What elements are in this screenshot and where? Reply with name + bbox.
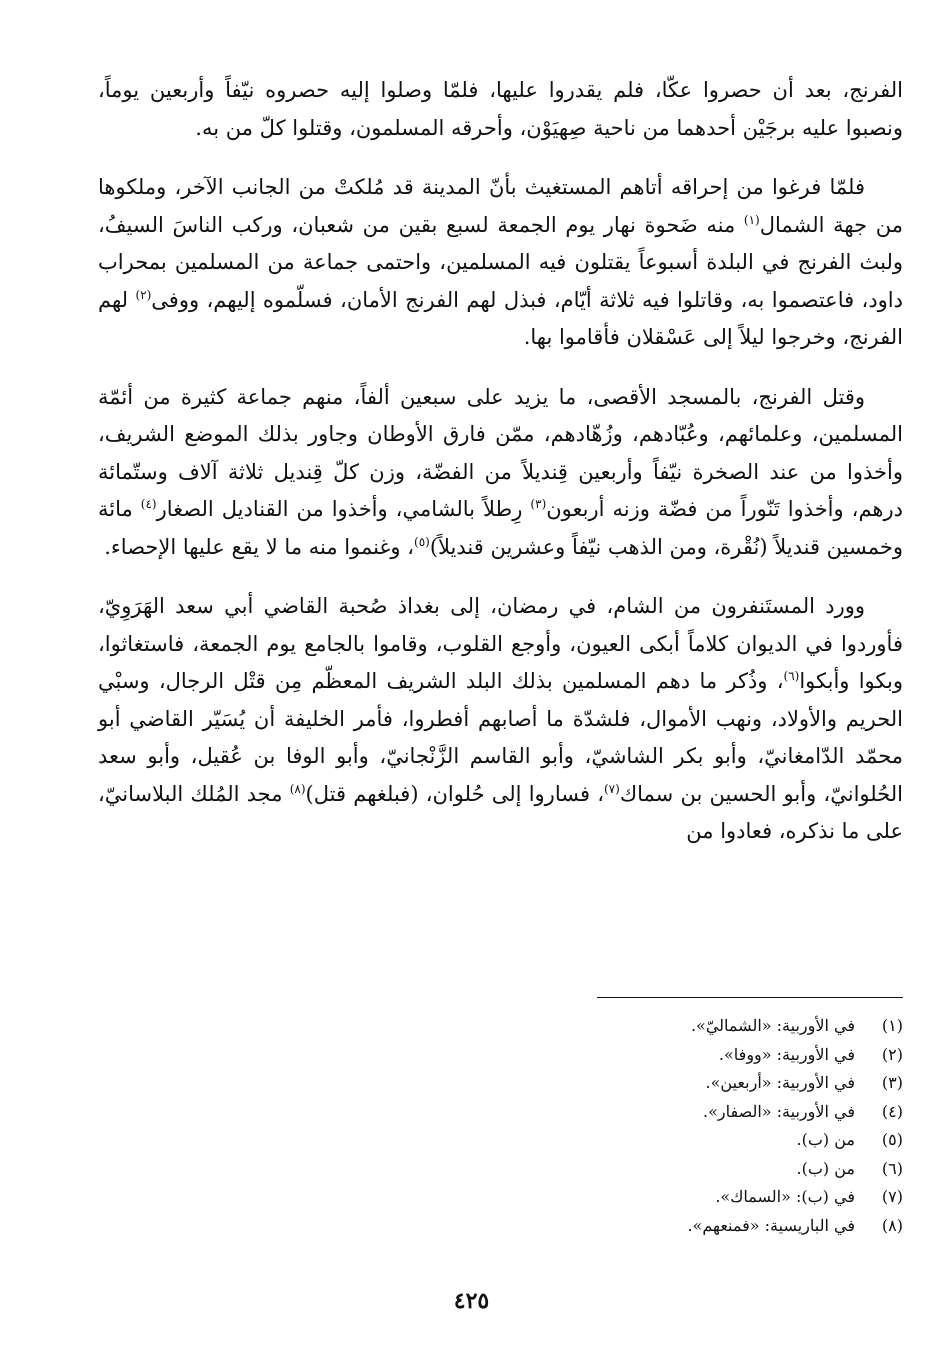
- footnote-number: (٧): [881, 1187, 903, 1206]
- paragraph-text: منه ضَحوة نهار يوم الجمعة لسبع بقين من شعبان، وركب الناسَ السيفُ، ولبث الفرنج في البلدة أسبوعاً يقتلون فيه المسلمين، واحتمى جماعة من المسلمين بمحراب داود، فاعتصموا به، وقاتلوا فيه ثلاثة أيّام، فبذل لهم الفرنج الأمان، فسلّموه إليهم، ووفى: [98, 212, 903, 312]
- paragraph-text: ، وذُكر ما دهم المسلمين بذلك البلد الشريف المعظّم مِن قتْل الرجال، وسبْي الحريم والأولاد، ونهب الأموال، فلشدّة ما أصابهم أفطروا، فأمر الخليفة أن يُسَيّر القاضي أبو محمّد الدّامغانيّ، وأبو بكر الشاشيّ، وأبو القاسم الزَّنْجانيّ، وأبو الوفا بن عُقيل، وأبو سعد الحُلوانيّ، وأبو الحسين بن سماك: [98, 669, 903, 806]
- footnote-number: (٥): [881, 1130, 903, 1149]
- footnote-divider: [597, 997, 903, 998]
- footnotes-list: [403, 1012, 903, 1240]
- paragraph-4: [98, 588, 903, 851]
- footnote-ref: (٣): [530, 497, 547, 511]
- paragraph-2: [98, 169, 903, 357]
- footnote-item: [403, 1183, 903, 1212]
- footnote-number: (٤): [881, 1101, 903, 1121]
- footnote-text: في الباريسية: «فمنعهم».: [687, 1215, 855, 1235]
- footnote-number: (٢): [881, 1044, 903, 1064]
- footnote-text: في (ب): «السماك».: [715, 1187, 855, 1206]
- paragraph-text: وورد المستَنفرون من الشام، في رمضان، إلى بغداذ صُحبة القاضي أبي سعد الهَرَوِيّ، فأوردوا في الديوان كلاماً أبكى العيون، وأوجع القلوب، وقاموا بالجامع يوم الجمعة، فاستغاثوا، وبكوا وأبكوا: [98, 594, 903, 693]
- footnote-item: [403, 1155, 903, 1184]
- paragraph-text: مائة وخمسين قنديلاً (نُقْرة، ومن الذهب نيّفاً وعشرين قنديلاً): [98, 497, 903, 559]
- paragraph-1: [98, 72, 903, 147]
- paragraph-text: لهم الفرنج، وخرجوا ليلاً إلى عَسْقلان فأقاموا بها.: [98, 287, 903, 349]
- paragraph-text: فلمّا فرغوا من إحراقه أتاهم المستغيث بأنّ المدينة قد مُلكتْ من الجانب الآخر، وملكوها من جهة الشمال: [98, 175, 903, 237]
- footnote-ref: (٢): [135, 287, 152, 302]
- footnote-ref: (٧): [603, 781, 620, 796]
- footnote-number: (٨): [881, 1215, 903, 1235]
- footnote-ref: (٥): [414, 534, 430, 549]
- footnote-number: (٦): [881, 1158, 903, 1178]
- footnote-number: (١): [881, 1016, 903, 1035]
- footnote-ref: (١): [743, 212, 760, 227]
- paragraph-text: وقتل الفرنج، بالمسجد الأقصى، ما يزيد على سبعين ألفاً، منهم جماعة كثيرة من أئمّة المسلمين، وعلمائهم، وعُبّادهم، وزُهّادهم، ممّن فارق الأوطان وجاور بذلك الموضع الشريف، وأخذوا من عند الصخرة نيّفاً وأربعين قِنديلاً من الفضّة، وزن كلّ قِنديل ثلاثة آلاف وستّمائة درهم، وأخذوا تَنّوراً من فضّة وزنه أربعون: [98, 384, 903, 521]
- page-body: [98, 72, 903, 873]
- paragraph-text: الفرنج، بعد أن حصروا عكّا، فلم يقدروا عليها، فلمّا وصلوا إليه حصروه نيّفاً وأربعين يوماً، ونصبوا عليه برجَيْن أحدهما من ناحية صِهيَوْن، وأحرقه المسلمون، وقتلوا كلّ من به.: [98, 78, 903, 140]
- footnote-ref: (٤): [140, 497, 157, 511]
- footnote-ref: (٦): [783, 669, 800, 683]
- footnote-text: في الأوربية: «الصفار».: [703, 1101, 855, 1121]
- footnote-text: من (ب).: [796, 1130, 855, 1149]
- paragraph-text: ، فساروا إلى حُلوان، (فبلغهم قتل): [305, 781, 604, 806]
- footnote-item: [403, 1041, 903, 1070]
- footnote-text: في الأوربية: «أربعين».: [705, 1073, 855, 1092]
- paragraph-3: [98, 379, 903, 567]
- footnote-item: [403, 1098, 903, 1127]
- footnote-ref: (٨): [289, 781, 306, 796]
- footnote-text: من (ب).: [796, 1158, 855, 1178]
- footnote-text: في الأوربية: «ووفا».: [718, 1044, 855, 1064]
- footnote-item: [403, 1069, 903, 1098]
- paragraph-text: رِطلاً بالشامي، وأخذوا من القناديل الصغار: [156, 497, 531, 521]
- footnote-number: (٣): [881, 1073, 903, 1092]
- page-number: ٤٢٥: [453, 1288, 490, 1314]
- paragraph-text: ، وغنموا منه ما لا يقع عليها الإحصاء.: [104, 534, 414, 559]
- footnote-item: [403, 1212, 903, 1241]
- paragraph-text: مجد المُلك البلاسانيّ، على ما نذكره، فعادوا من: [98, 781, 903, 843]
- footnote-item: [403, 1126, 903, 1155]
- footnote-text: في الأوربية: «الشماليّ».: [690, 1016, 855, 1035]
- footnote-item: [403, 1012, 903, 1041]
